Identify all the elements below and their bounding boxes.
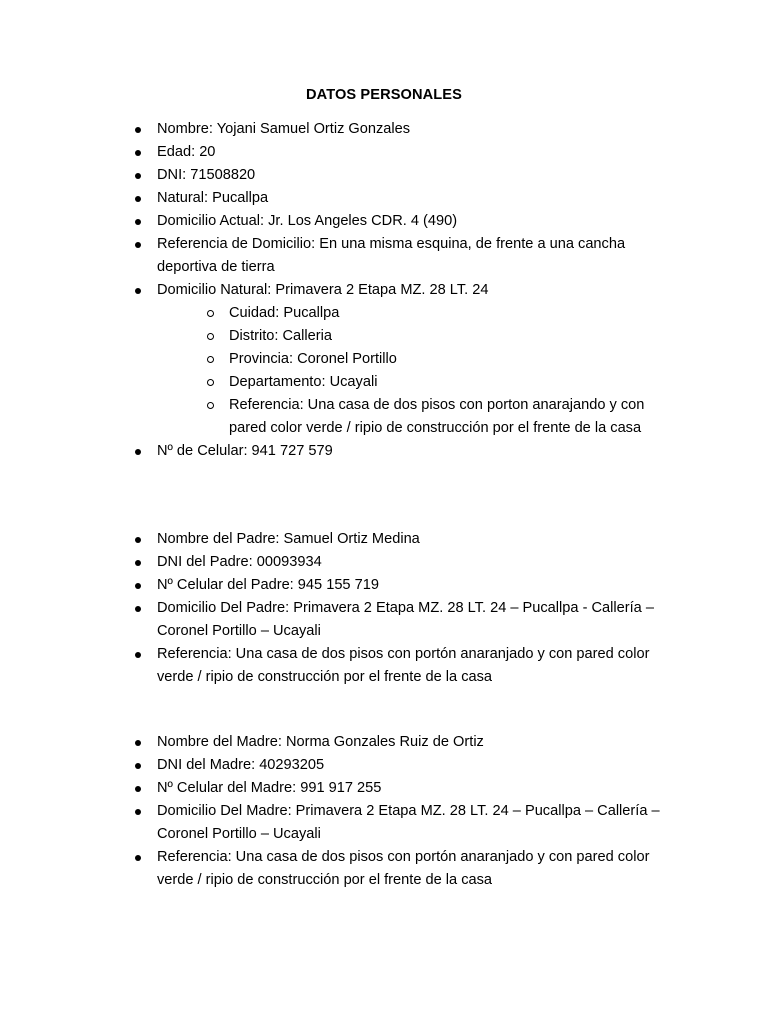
- list-item-padre-nombre: Nombre del Padre: Samuel Ortiz Medina: [131, 528, 671, 551]
- list-item-dni: DNI: 71508820: [131, 164, 671, 187]
- page-title: DATOS PERSONALES: [306, 87, 462, 103]
- list-item-padre-domicilio: Domicilio Del Padre: Primavera 2 Etapa MZ. 28 LT. 24 – Pucallpa - Callería – Coronel Portillo – Ucayali: [131, 597, 671, 643]
- list-item-referencia-domicilio: Referencia de Domicilio: En una misma esquina, de frente a una cancha deportiva de tierra: [131, 233, 671, 279]
- list-item-madre-celular: Nº Celular del Madre: 991 917 255: [131, 777, 671, 800]
- list-item-domicilio-actual: Domicilio Actual: Jr. Los Angeles CDR. 4 (490): [131, 210, 671, 233]
- list-item-padre-celular: Nº Celular del Padre: 945 155 719: [131, 574, 671, 597]
- list-item-madre-referencia: Referencia: Una casa de dos pisos con portón anaranjado y con pared color verde / ripio de construcción por el frente de la casa: [131, 846, 671, 892]
- list-item-domicilio-natural: [131, 279, 671, 440]
- list-item-padre-referencia: Referencia: Una casa de dos pisos con portón anaranjado y con pared color verde / ripio de construcción por el frente de la casa: [131, 643, 671, 689]
- personal-data-list: [131, 118, 671, 463]
- sub-item-distrito: Distrito: Calleria: [203, 325, 671, 348]
- list-item-madre-domicilio: Domicilio Del Madre: Primavera 2 Etapa MZ. 28 LT. 24 – Pucallpa – Callería – Coronel Portillo – Ucayali: [131, 800, 671, 846]
- sub-item-departamento: Departamento: Ucayali: [203, 371, 671, 394]
- list-item-natural: Natural: Pucallpa: [131, 187, 671, 210]
- list-item-madre-dni: DNI del Madre: 40293205: [131, 754, 671, 777]
- sub-item-provincia: Provincia: Coronel Portillo: [203, 348, 671, 371]
- list-item-madre-nombre: Nombre del Madre: Norma Gonzales Ruiz de Ortiz: [131, 731, 671, 754]
- list-item-edad: Edad: 20: [131, 141, 671, 164]
- father-data-list: [131, 528, 671, 689]
- domicilio-natural-label: Domicilio Natural: Primavera 2 Etapa MZ. 28 LT. 24: [157, 282, 489, 298]
- sub-item-referencia: Referencia: Una casa de dos pisos con porton anarajando y con pared color verde / ripio de construcción por el frente de la casa: [203, 394, 671, 440]
- domicilio-natural-sublist: [157, 302, 671, 440]
- list-item-padre-dni: DNI del Padre: 00093934: [131, 551, 671, 574]
- list-item-nombre: Nombre: Yojani Samuel Ortiz Gonzales: [131, 118, 671, 141]
- mother-data-list: [131, 731, 671, 892]
- list-item-celular: Nº de Celular: 941 727 579: [131, 440, 671, 463]
- sub-item-ciudad: Cuidad: Pucallpa: [203, 302, 671, 325]
